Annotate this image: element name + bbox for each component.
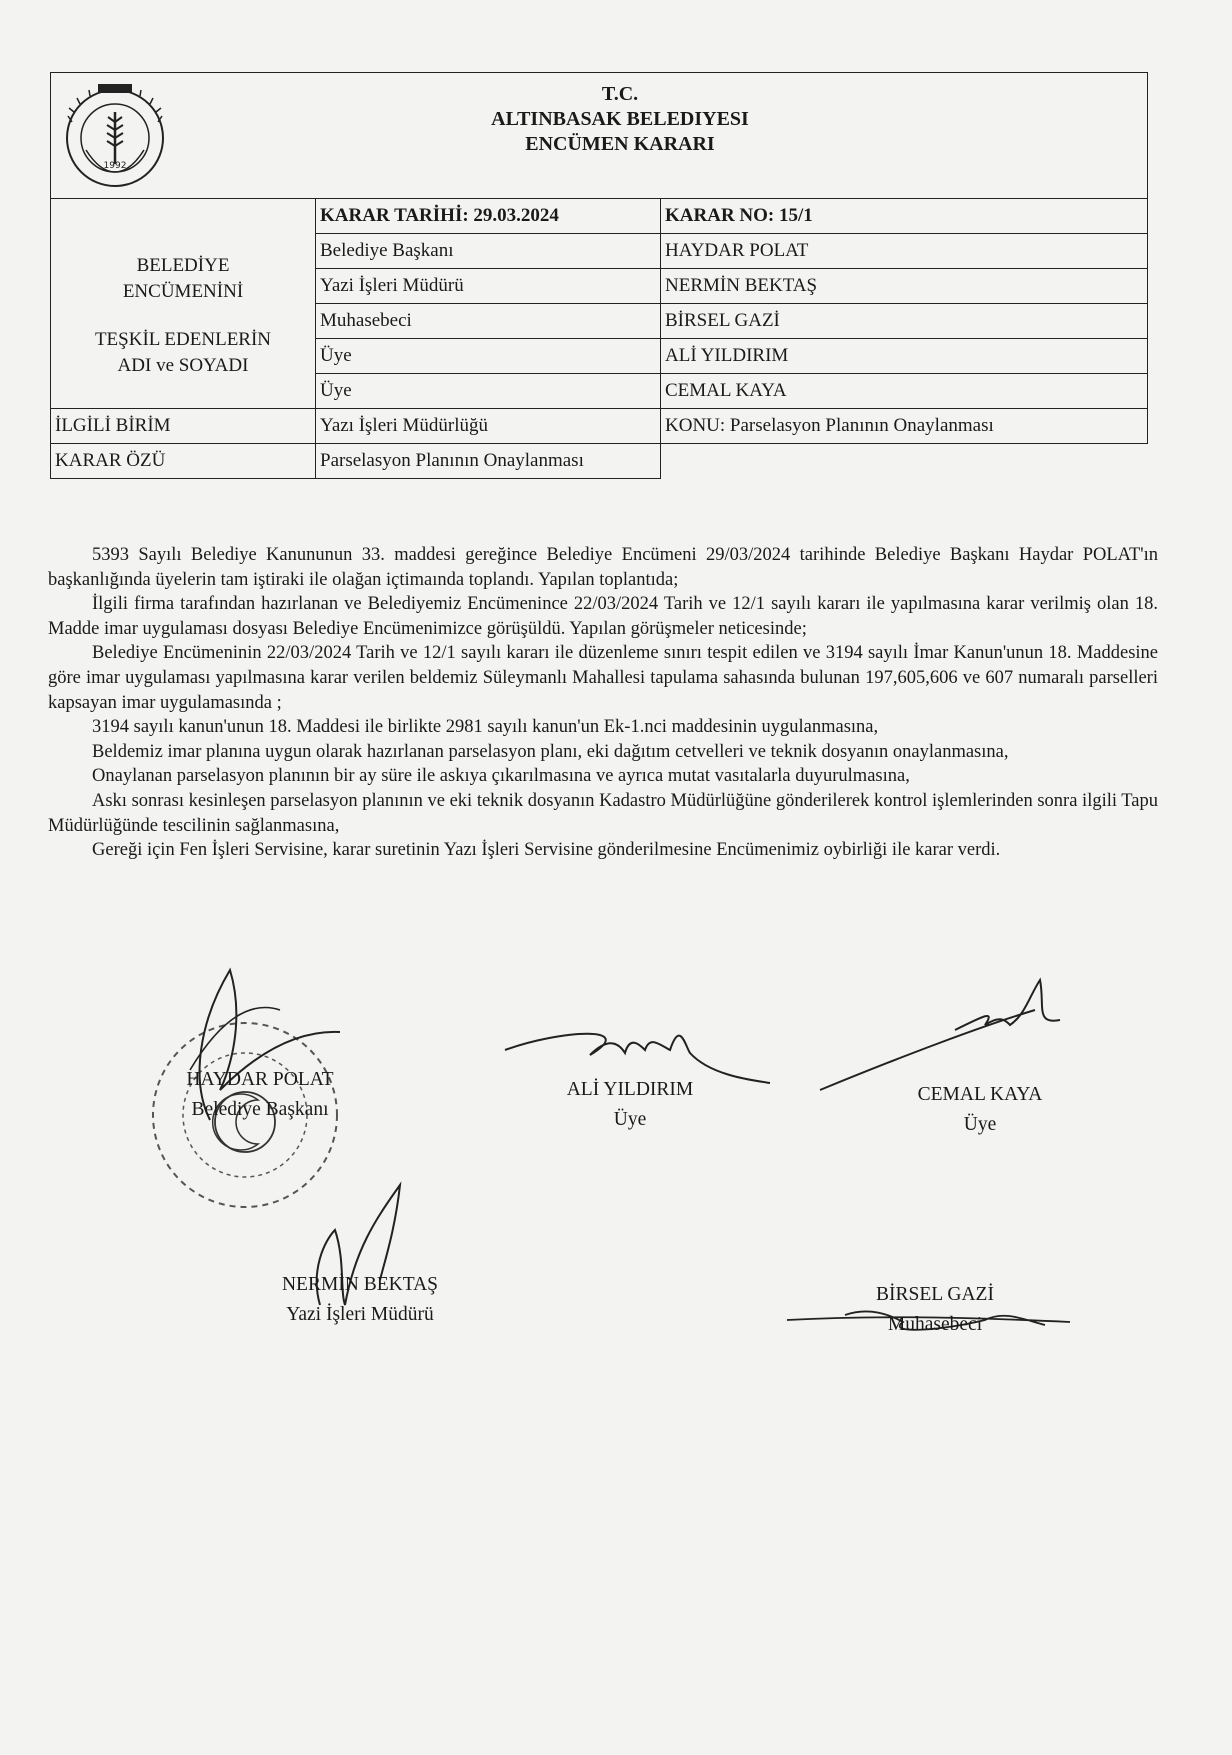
member-name: NERMİN BEKTAŞ (661, 269, 1148, 304)
svg-text:1992: 1992 (103, 161, 127, 171)
title-line-municipality: ALTINBASAK BELEDIYESI (491, 108, 749, 130)
empty-cell (661, 444, 1148, 479)
title-line-tc: T.C. (601, 83, 639, 105)
document-title (380, 82, 860, 157)
related-unit-value: Yazı İşleri Müdürlüğü (316, 409, 661, 444)
body-paragraph: 3194 sayılı kanun'unun 18. Maddesi ile birlikte 2981 sayılı kanun'un Ek-1.nci maddesinin uygulanmasına, (92, 717, 879, 738)
signature-block-haydar: HAYDAR POLAT Belediye Başkanı (186, 1069, 334, 1120)
title-line-decision: ENCÜMEN KARARI (525, 133, 715, 155)
member-name: CEMAL KAYA (661, 374, 1148, 409)
member-name: ALİ YILDIRIM (661, 339, 1148, 374)
body-paragraph: Belediye Encümeninin 22/03/2024 Tarih ve 12/1 sayılı kararı ile düzenleme sınırı tespit edilen ve 3194 sayılı İmar Kanun'unun 18. Maddesine göre imar uygulaması yapılmasına karar verilen beldemiz Süleymanlı Mahallesi tapulama sahasında bulunan 197,605,606 ve 607 numaralı parselleri kapsayan imar uygulamasında ; (48, 643, 1158, 713)
decision-body (48, 543, 1158, 863)
decision-summary-value: Parselasyon Planının Onaylanması (316, 444, 661, 479)
signature-block-birsel: BİRSEL GAZİ Muhasebeci (876, 1284, 994, 1335)
related-unit-label: İLGİLİ BİRİM (51, 409, 316, 444)
body-paragraph: Askı sonrası kesinleşen parselasyon planının ve eki teknik dosyanın Kadastro Müdürlüğüne gönderilerek kontrol işlemlerinden sonra ilgili Tapu Müdürlüğünde tescilinin sağlanmasına, (48, 790, 1159, 836)
signature-block-ali: ALİ YILDIRIM Üye (566, 1079, 694, 1130)
member-role: Yazi İşleri Müdürü (316, 269, 661, 304)
decision-date: KARAR TARİHİ: 29.03.2024 (316, 199, 661, 234)
member-role: Muhasebeci (316, 304, 661, 339)
body-paragraph: İlgili firma tarafından hazırlanan ve Belediyemiz Encümenince 22/03/2024 Tarih ve 12/1 sayılı kararı ile yapılmasına karar verilmiş olan 18. Madde imar uygulaması dosyası Belediye Encümenimizce görüşüldü. Yapılan görüşmeler neticesinde; (48, 594, 1158, 639)
cemal-signature-icon (815, 975, 1075, 1095)
body-paragraph: Gereği için Fen İşleri Servisine, karar suretinin Yazı İşleri Servisine gönderilmesine Encümenimiz oybirliği ile karar verdi. (92, 840, 1001, 861)
decision-number: KARAR NO: 15/1 (661, 199, 1148, 234)
body-paragraph: 5393 Sayılı Belediye Kanununun 33. maddesi gereğince Belediye Encümeni 29/03/2024 tarihinde Belediye Başkanı Haydar POLAT'ın başkanlığında üyelerin tam iştiraki ile olağan içtimaında toplandı. Yapılan toplantıda; (48, 545, 1158, 590)
signature-block-nermin: NERMİN BEKTAŞ Yazi İşleri Müdürü (281, 1274, 439, 1325)
member-role: Üye (316, 339, 661, 374)
member-role: Belediye Başkanı (316, 234, 661, 269)
decision-info-table (50, 198, 1148, 479)
member-name: BİRSEL GAZİ (661, 304, 1148, 339)
body-paragraph: Onaylanan parselasyon planının bir ay süre ile askıya çıkarılmasına ve ayrıca mutat vasıtalarla duyurulmasına, (92, 766, 910, 787)
decision-summary-label: KARAR ÖZÜ (51, 444, 316, 479)
member-name: HAYDAR POLAT (661, 234, 1148, 269)
signature-block-cemal: CEMAL KAYA Üye (917, 1084, 1043, 1135)
body-paragraph: Beldemiz imar planına uygun olarak hazırlanan parselasyon planı, eki dağıtım cetvelleri ve teknik dosyanın onaylanmasına, (92, 741, 1009, 762)
member-role: Üye (316, 374, 661, 409)
municipality-logo-icon (60, 80, 170, 190)
subject: KONU: Parselasyon Planının Onaylanması (661, 409, 1148, 444)
council-members-heading: BELEDİYE ENCÜMENİNİ TEŞKİL EDENLERİN ADI ve SOYADI (51, 199, 316, 409)
